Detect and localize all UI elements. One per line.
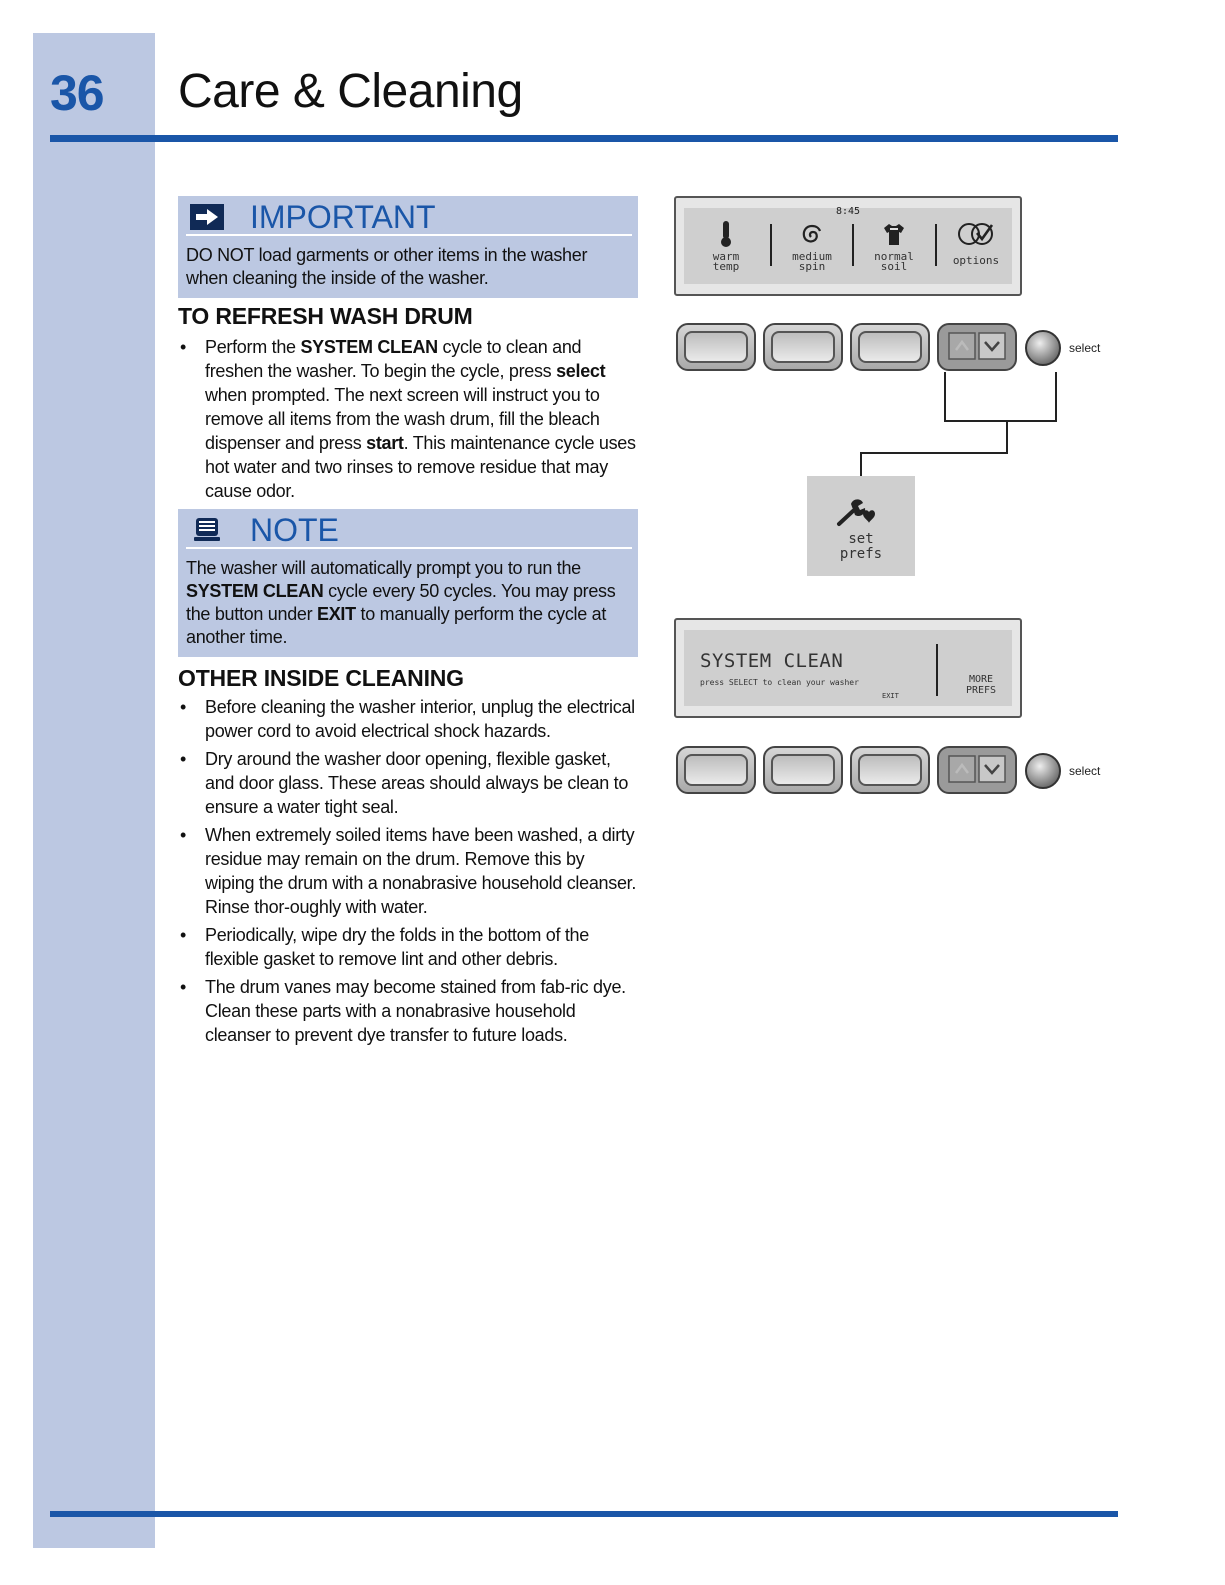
- up-down-button[interactable]: [937, 746, 1017, 794]
- segment-label: spin: [798, 260, 826, 273]
- other-cleaning-list: [178, 695, 638, 1051]
- connector-line: [1055, 372, 1057, 422]
- connector-line: [1006, 420, 1008, 454]
- connector-line: [944, 420, 1057, 422]
- shirt-icon: [880, 220, 908, 248]
- header-rule: [50, 135, 1118, 142]
- text-run: when prompted. The next screen will instruct you to remove all items from the wash drum, fill the bleach dispenser and press: [205, 385, 600, 453]
- text-run: . This maintenance cycle uses hot water and two rinses to remove residue that may cause odor.: [205, 433, 636, 501]
- exit-label: EXIT: [882, 692, 899, 700]
- page-title: Care & Cleaning: [178, 65, 523, 118]
- display-screen: [684, 208, 1012, 284]
- important-heading-row: [186, 196, 632, 236]
- text-run-bold: SYSTEM CLEAN: [300, 337, 438, 357]
- text-run: Perform the: [205, 337, 301, 357]
- segment-label: medium: [792, 250, 832, 263]
- list-item: • Periodically, wipe dry the folds in the bottom of the flexible gasket to remove lint and other debris.: [178, 923, 638, 971]
- important-body: DO NOT load garments or other items in the washer when cleaning the inside of the washer.: [186, 245, 588, 288]
- panel-button-1[interactable]: [676, 746, 756, 794]
- connector-line: [944, 372, 946, 422]
- prefs-label: prefs: [839, 546, 883, 562]
- text-run-bold: EXIT: [317, 604, 356, 624]
- panel-button-2[interactable]: [763, 323, 843, 371]
- footer-rule: [50, 1511, 1118, 1517]
- note-callout: [178, 509, 638, 657]
- text-run-bold: SYSTEM CLEAN: [186, 581, 324, 601]
- chevron-up-down-icon: [939, 325, 1015, 369]
- more-label: PREFS: [965, 685, 997, 696]
- display-subtitle: press SELECT to clean your washer: [700, 678, 859, 687]
- up-down-button[interactable]: [937, 323, 1017, 371]
- more-prefs-label: [946, 674, 1016, 696]
- options-check-icon: [954, 220, 998, 248]
- more-label: MORE: [968, 674, 994, 685]
- select-label: select: [1069, 341, 1101, 355]
- text-run: cycle every 50 cycles. You may press the button under: [186, 581, 616, 624]
- list-item: • Dry around the washer door opening, flexible gasket, and door glass. These areas should always be clean to ensure a water tight seal.: [178, 747, 638, 819]
- segment-soil: [854, 214, 934, 278]
- other-cleaning-heading: OTHER INSIDE CLEANING: [178, 665, 464, 691]
- segment-temp: [684, 214, 768, 278]
- select-label: select: [1069, 764, 1101, 778]
- display-cycle-settings: [674, 196, 1022, 296]
- panel-button-1[interactable]: [676, 323, 756, 371]
- note-body: [186, 549, 630, 657]
- page-number: 36: [50, 65, 104, 121]
- list-item: [178, 335, 638, 503]
- time-readout: 8:45: [836, 206, 861, 217]
- panel-button-3[interactable]: [850, 746, 930, 794]
- list-item: • The drum vanes may become stained from fab-ric dye. Clean these parts with a nonabrasive household cleanser to prevent dye transfer to future loads.: [178, 975, 638, 1047]
- note-heading: NOTE: [250, 512, 339, 548]
- segment-label: temp: [712, 260, 740, 273]
- display-system-clean: [674, 618, 1022, 718]
- select-knob[interactable]: [1025, 753, 1061, 789]
- display-title: SYSTEM CLEAN: [700, 650, 844, 672]
- chevron-up-down-icon: [939, 748, 1015, 792]
- refresh-heading: TO REFRESH WASH DRUM: [178, 303, 473, 329]
- connector-line: [860, 452, 862, 478]
- divider: [936, 644, 938, 696]
- display-screen: [684, 630, 1012, 706]
- text-run-bold: select: [556, 361, 606, 381]
- segment-spin: [772, 214, 852, 278]
- important-heading: IMPORTANT: [250, 199, 436, 235]
- segment-label: normal: [874, 250, 914, 263]
- arrow-right-icon: [190, 204, 224, 230]
- text-run: The washer will automatically prompt you to run the: [186, 558, 581, 578]
- spiral-spin-icon: [798, 220, 826, 248]
- panel-button-3[interactable]: [850, 323, 930, 371]
- panel-button-2[interactable]: [763, 746, 843, 794]
- segment-label: options: [952, 254, 1000, 267]
- list-item: • When extremely soiled items have been washed, a dirty residue may remain on the drum. Remove this by wiping the drum with a nonabrasive household cleanser. Rinse thor-oughly with water.: [178, 823, 638, 919]
- segment-label: soil: [880, 260, 908, 273]
- segment-options: [937, 214, 1015, 278]
- refresh-list: [178, 335, 638, 507]
- prefs-label: set: [848, 531, 874, 547]
- text-run: cycle to clean and freshen the washer. To begin the cycle, press: [205, 337, 582, 381]
- thermometer-icon: [718, 220, 734, 248]
- select-knob[interactable]: [1025, 330, 1061, 366]
- important-callout: [178, 196, 638, 298]
- text-run-bold: start: [366, 433, 404, 453]
- left-sidebar-band: [33, 33, 155, 1548]
- segment-label: warm: [712, 250, 740, 263]
- wrench-heart-icon: [831, 494, 891, 534]
- connector-line: [860, 452, 1008, 454]
- text-run: to manually perform the cycle at another time.: [186, 604, 607, 647]
- note-heading-row: [186, 509, 632, 549]
- list-item: • Before cleaning the washer interior, unplug the electrical power cord to avoid electrical shock hazards.: [178, 695, 638, 743]
- set-prefs-tile: [807, 476, 915, 576]
- note-monitor-icon: [190, 517, 224, 543]
